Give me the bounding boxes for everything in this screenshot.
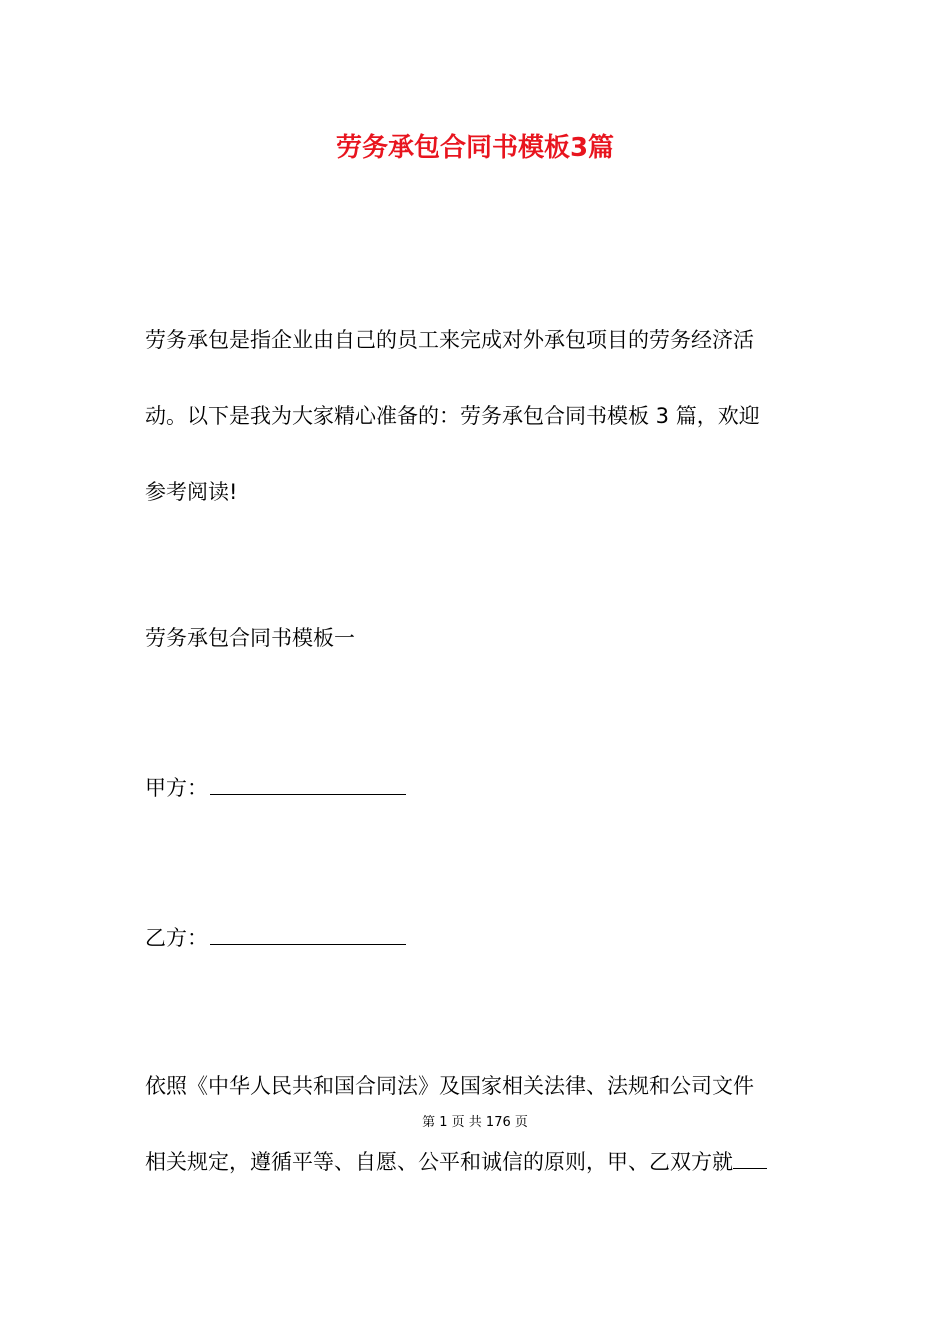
intro-paragraph — [145, 302, 815, 530]
section-heading — [145, 600, 815, 676]
body-line: 依照《中华人民共和国合同法》及国家相关法律、法规和公司文件 — [145, 1074, 754, 1098]
document-title: 劳务承包合同书模板3篇 — [335, 133, 615, 163]
body-blank — [733, 1146, 767, 1169]
party-b-blank — [210, 922, 406, 945]
body-line: 相关规定，遵循平等、自愿、公平和诚信的原则，甲、乙双方就 — [145, 1150, 733, 1174]
party-b-label: 乙方： — [145, 926, 208, 950]
party-a-blank — [210, 772, 406, 795]
page-footer: 第 1 页 共 176 页 — [422, 1115, 528, 1130]
intro-line: 劳务承包是指企业由自己的员工来完成对外承包项目的劳务经济活 — [145, 328, 754, 352]
intro-line: 动。以下是我为大家精心准备的：劳务承包合同书模板 3 篇，欢迎 — [145, 404, 760, 428]
party-a-field — [145, 750, 815, 826]
party-b-field — [145, 900, 815, 976]
section-heading-text: 劳务承包合同书模板一 — [145, 626, 355, 650]
party-a-label: 甲方： — [145, 776, 208, 800]
intro-line: 参考阅读! — [145, 480, 238, 504]
